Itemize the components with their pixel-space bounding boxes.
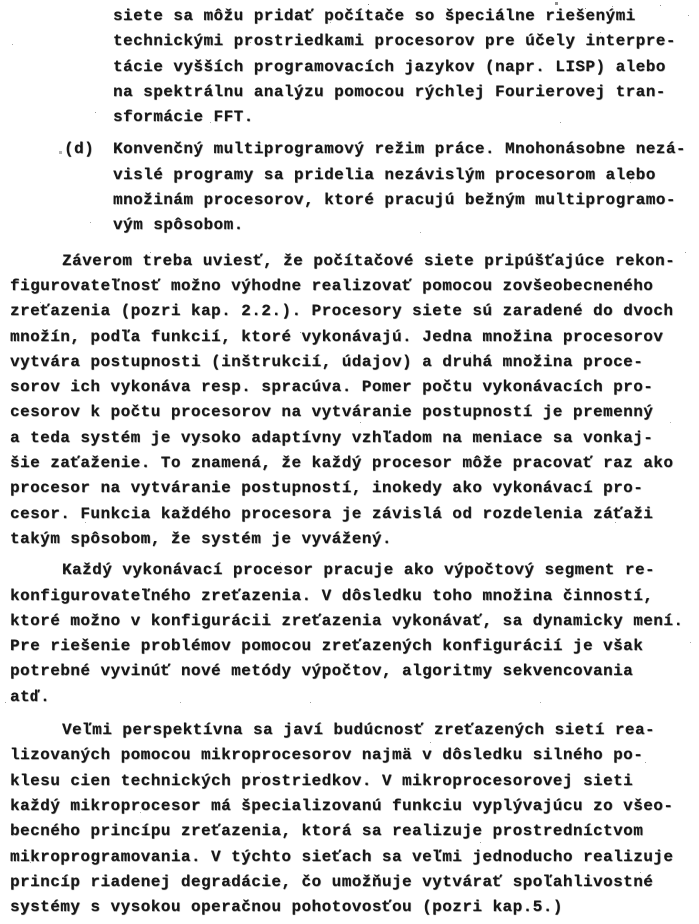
text-line: vislé programy sa pridelia nezávislým procesorom alebo bbox=[113, 165, 656, 184]
text-line: takým spôsobom, že systém je vyvážený. bbox=[10, 529, 392, 548]
text-line: atď. bbox=[10, 687, 51, 706]
text-line: princíp riadenej degradácie, čo umožňuje vytvárať spoľahlivostné bbox=[10, 872, 654, 891]
text-line: ktoré možno v konfigurácii zreťazenia vykonávať, sa dynamicky mení. bbox=[10, 611, 684, 630]
text-line: becného princípu zreťazenia, ktorá sa realizuje prostredníctvom bbox=[10, 822, 644, 841]
text-line: sformácie FFT. bbox=[113, 108, 254, 127]
text-line: konfigurovateľného zreťazenia. V dôsledku toho množina činností, bbox=[10, 586, 654, 605]
text-line: tácie vyšších programovacích jazykov (napr. LISP) alebo bbox=[113, 57, 666, 76]
paragraph-kazdy-procesor bbox=[10, 558, 699, 710]
text-line: množinám procesorov, ktoré pracujú bežným multiprogramo- bbox=[113, 191, 676, 210]
text-line: procesor na vytváranie postupností, inokedy ako vykonávací pro- bbox=[10, 479, 644, 498]
text-line: cesor. Funkcia každého procesora je závislá od rozdelenia záťaži bbox=[10, 504, 654, 523]
text-line: šie zaťaženie. To znamená, že každý procesor môže pracovať raz ako bbox=[10, 454, 674, 473]
continuation-block bbox=[113, 4, 699, 130]
paragraph-perspektiva bbox=[10, 718, 699, 920]
text-line: zreťazenia (pozri kap. 2.2.). Procesory siete sú zaradené do dvoch bbox=[10, 302, 674, 321]
text-line: figurovateľnosť možno výhodne realizovať pomocou zovšeobecneného bbox=[10, 276, 654, 295]
paragraph-zaverom bbox=[10, 249, 699, 553]
text-line: Záverom treba uviesť, že počítačové siete pripúšťajúce rekon- bbox=[62, 251, 676, 270]
text-line: lizovaných pomocou mikroprocesorov najmä v dôsledku silného po- bbox=[10, 746, 644, 765]
text-line: na spektrálnu analýzu pomocou rýchlej Fourierovej tran- bbox=[113, 82, 666, 101]
text-line: mikroprogramovania. V týchto sieťach sa veľmi jednoducho realizuje bbox=[10, 847, 674, 866]
text-line: technickými prostriedkami procesorov pre účely interpre- bbox=[113, 32, 676, 51]
text-line: Veľmi perspektívna sa javí budúcnosť zreťazených sietí rea- bbox=[62, 721, 656, 740]
text-line bbox=[64, 137, 699, 162]
text-line: a teda systém je vysoko adaptívny vzhľadom na meniace sa vonkaj- bbox=[10, 428, 654, 447]
text-line: vým spôsobom. bbox=[113, 216, 244, 235]
text-line: vytvára postupnosti (inštrukcií, údajov) a druhá množina proce- bbox=[10, 352, 644, 371]
text-line: systémy s vysokou operačnou pohotovosťou (pozri kap.5.) bbox=[10, 898, 563, 917]
text-line: množín, podľa funkcií, ktoré vykonávajú. Jedna množina procesorov bbox=[10, 327, 664, 346]
text-line: Každý vykonávací procesor pracuje ako výpočtový segment re- bbox=[62, 561, 656, 580]
list-item-marker: (d) bbox=[64, 140, 95, 159]
list-item-d bbox=[0, 137, 699, 238]
text-line: sorov ich vykonáva resp. spracúva. Pomer počtu vykonávacích pro- bbox=[10, 378, 654, 397]
list-item-text: Konvenčný multiprogramový režim práce. Mnohonásobne nezá- bbox=[113, 140, 686, 159]
text-line: cesorov k počtu procesorov na vytváranie postupností je premenný bbox=[10, 403, 654, 422]
scan-noise bbox=[0, 0, 1, 1]
text-line: klesu cien technických prostriedkov. V mikroprocesorovej sieti bbox=[10, 771, 634, 790]
text-line: siete sa môžu pridať počítače so špeciálne riešenými bbox=[113, 7, 636, 25]
text-line: každý mikroprocesor má špecializovanú funkciu vyplývajúcu zo všeo- bbox=[10, 796, 674, 815]
text-line: potrebné vyvinúť nové metódy výpočtov, algoritmy sekvencovania bbox=[10, 662, 634, 681]
text-line: Pre riešenie problémov pomocou zreťazených konfigurácií je však bbox=[10, 637, 644, 656]
